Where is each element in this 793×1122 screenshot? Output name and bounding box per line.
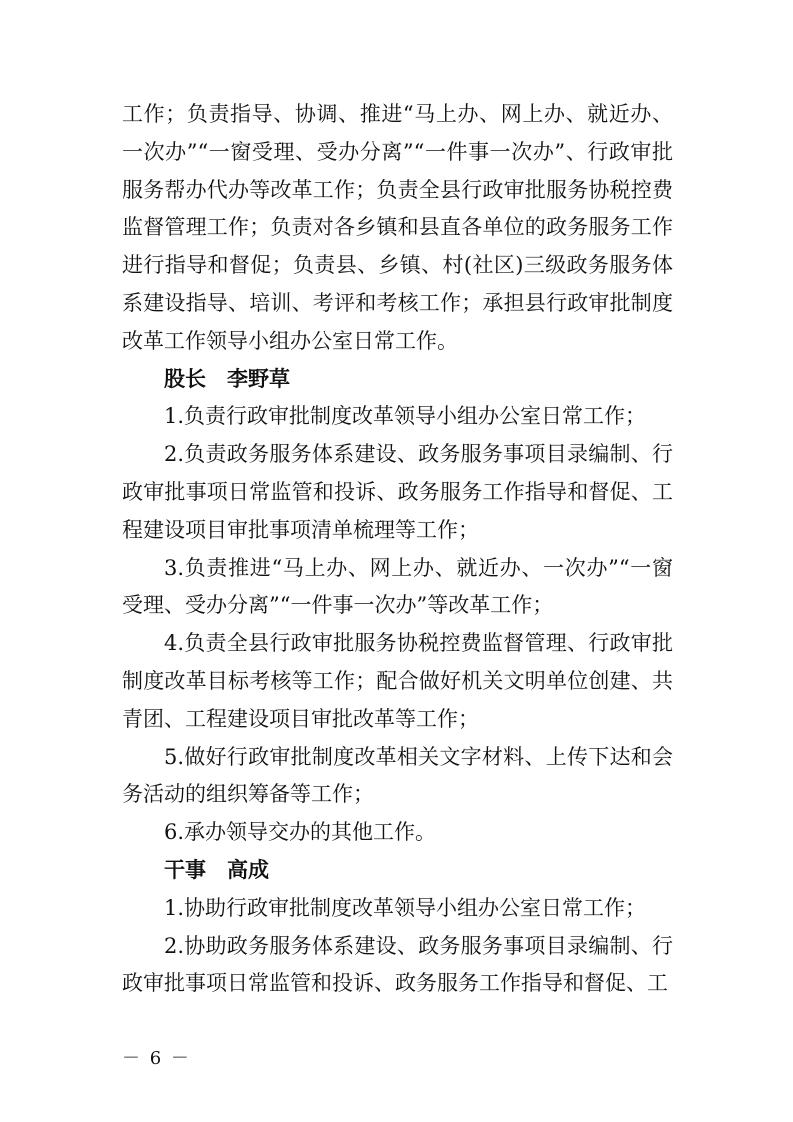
list-item: 2.负责政务服务体系建设、政务服务事项目录编制、行政审批事项日常监管和投诉、政务服务工作指导和督促、工程建设项目审批事项清单梳理等工作； xyxy=(122,442,673,542)
paragraph-duties-continued: 工作；负责指导、协调、推进“马上办、网上办、就近办、一次办”“一窗受理、受办分离”“一件事一次办”、行政审批服务帮办代办等改革工作；负责全县行政审批服务协税控费监督管理工作；负责对各乡镇和县直各单位的政务服务工作进行指导和督促；负责县、乡镇、村(社区)三级政务服务体系建设指导、培训、考评和考核工作；承担县行政审批制度改革工作领导小组办公室日常工作。 xyxy=(122,102,673,353)
heading-title: 干事 xyxy=(164,857,206,882)
list-item: 2.协助政务服务体系建设、政务服务事项目录编制、行政审批事项日常监管和投诉、政务服务工作指导和督促、工 xyxy=(122,933,673,996)
list-item: 1.负责行政审批制度改革领导小组办公室日常工作； xyxy=(164,404,647,429)
list-item: 6.承办领导交办的其他工作。 xyxy=(164,820,437,845)
document-body xyxy=(122,96,673,1003)
section-heading-clerk xyxy=(122,852,673,890)
list-item: 1.协助行政审批制度改革领导小组办公室日常工作； xyxy=(164,895,647,920)
list-item: 5.做好行政审批制度改革相关文字材料、上传下达和会务活动的组织筹备等工作； xyxy=(122,744,673,807)
section-heading-section-chief xyxy=(122,361,673,399)
page-number: － 6 － xyxy=(122,1048,191,1069)
list-item: 3.负责推进“马上办、网上办、就近办、一次办”“一窗受理、受办分离”“一件事一次办”等改革工作； xyxy=(122,555,673,618)
heading-person-name: 李野草 xyxy=(227,366,290,391)
heading-title: 股长 xyxy=(164,366,206,391)
heading-person-name: 高成 xyxy=(227,857,269,882)
list-item: 4.负责全县行政审批服务协税控费监督管理、行政审批制度改革目标考核等工作；配合做好机关文明单位创建、共青团、工程建设项目审批改革等工作； xyxy=(122,631,673,731)
